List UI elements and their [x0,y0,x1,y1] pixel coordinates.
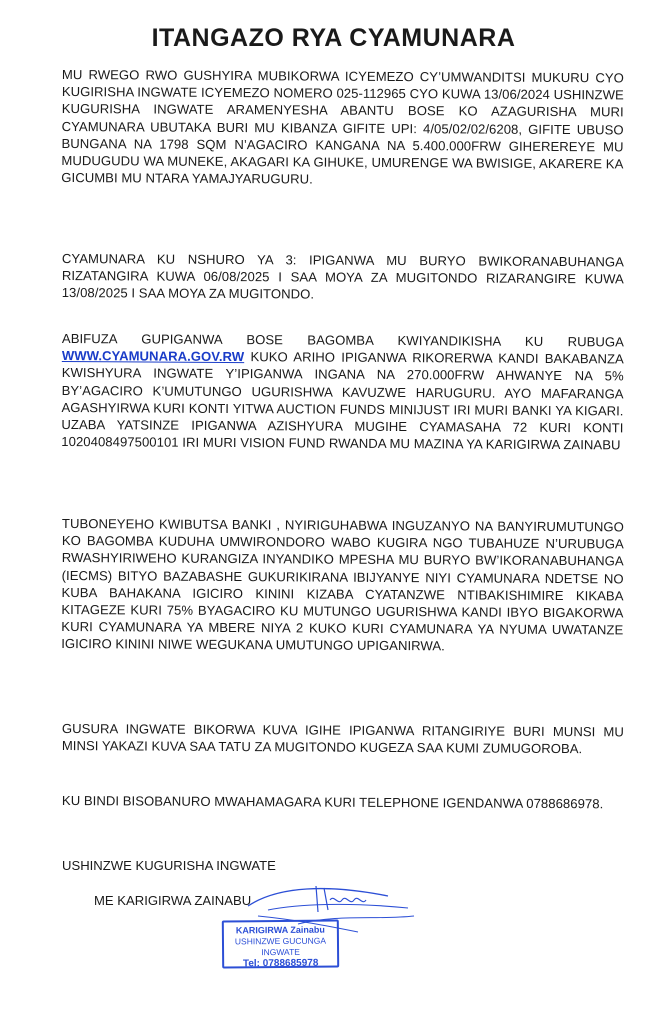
stamp-name: KARIGIRWA Zainabu [235,924,325,936]
stamp-role: USHINZWE GUCUNGA INGWATE [234,935,327,958]
cyamunara-website-link[interactable]: WWW.CYAMUNARA.GOV.RW [61,348,245,365]
registration-text-end: KUKO ARIHO IPIGANWA RIKORERWA KANDI BAKABANZA KWISHYURA INGWATE Y’IPIGANWA INGANA NA 270.000FRW AHWANYE NA 5% BY’AGACIRO K’UMUTUNGO UGURISHWA KAVUZWE HARUGURU. AYO MAFARANGA AGASHYIRWA KURI KONTI YITWA AUCTION FUNDS MINIJUST IRI MURI BANKI YA KIGARI. UZABA YATSINZE IPIGANWA AZISHYURA MUGIHE CYAMASAHA 72 KURI KONTI 1020408497500101 IRI MURI VISION FUND RWANDA MU MAZINA YA KARIGIRWA ZAINABU [61,349,624,453]
registration-text-start: ABIFUZA GUPIGANWA BOSE BAGOMBA KWIYANDIKISHA KU RUBUGA [61,330,624,350]
signer-name: ME KARIGIRWA ZAINABU [94,893,252,908]
stamp-telephone: Tel: 0788685978 [242,957,319,970]
paragraph-visit-hours: GUSURA INGWATE BIKORWA KUVA IGIHE IPIGANWA RITANGIRIYE BURI MUNSI MU MINSI YAKAZI KUVA SAA TATU ZA MUGITONDO KUGEZA SAA KUMI ZUMUGOROBA. [61,721,624,757]
paragraph-registration [61,330,624,454]
paragraph-auction-property: MU RWEGO RWO GUSHYIRA MUBIKORWA ICYEMEZO CY’UMWANDITSI MUKURU CYO KUGIRISHA INGWATE ICYEMEZO NOMERO 025-112965 CYO KUWA 13/06/2024 USHINZWE KUGURISHA INGWATE ARAMENYESHA ABANTU BOSE KO AZAGURISHA MURI CYAMUNARA UBUTAKA BURI MU KIBANZA GIFITE UPI: 4/05/02/02/6208, GIFITE UBUSO BUNGANA NA 1798 SQM N’AGACIRO KANGANA NA 5.400.000FRW GIHEREREYE MU MUDUGUDU WA MUNEKE, AKAGARI KA GIHUKE, UMURENGE WA BWISIGE, AKARERE KA GICUMBI MU NTARA YAMAJYARUGURU. [61,66,624,187]
paragraph-contact: KU BINDI BISOBANURO MWAHAMAGARA KURI TELEPHONE IGENDANWA 0788686978. [61,793,604,812]
closing-role: USHINZWE KUGURISHA INGWATE [62,858,276,873]
page-title: ITANGAZO RYA CYAMUNARA [151,24,516,52]
paragraph-auction-dates: CYAMUNARA KU NSHURO YA 3: IPIGANWA MU BURYO BWIKORANABUHANGA RIZATANGIRA KUWA 06/08/2025 I SAA MOYA ZA MUGITONDO RIZARANGIRE KUWA 13/08/2025 I SAA MOYA ZA MUGITONDO. [61,250,624,302]
paragraph-bank-reminder: TUBONEYEHO KWIBUTSA BANKI , NYIRIGUHABWA INGUZANYO NA BANYIRUMUTUNGO KO BAGOMBA KUDUHA UMWIRONDORO WABO KUGIRA NGO TUBAHUZE N’URUBUGA RWASHYIRIWEHO KURANGIZA INYANDIKO MPESHA MU BURYO BW’IKORANABUHANGA (IECMS) BITYO BAZABASHE GUKURIKIRANA IBIJYANYE NIYI CYAMUNARA NDETSE NO KUBA BAHAKANA IGICIRO KININI KIZABA CYATANZWE NTIBAKISHIMIRE KIKABA KITAGEZE KURI 75% BYAGACIRO KU MUTUNGO UGURISHWA KANDI IBYO BIGAKORWA KURI CYAMUNARA YA MBERE NIYA 2 KUKO KURI CYAMUNARA YA NYUMA UWATANZE IGICIRO KININI NIWE WEGUKANA UMUTUNGO UPIGANIRWA. [61,516,624,654]
official-stamp [222,919,339,968]
